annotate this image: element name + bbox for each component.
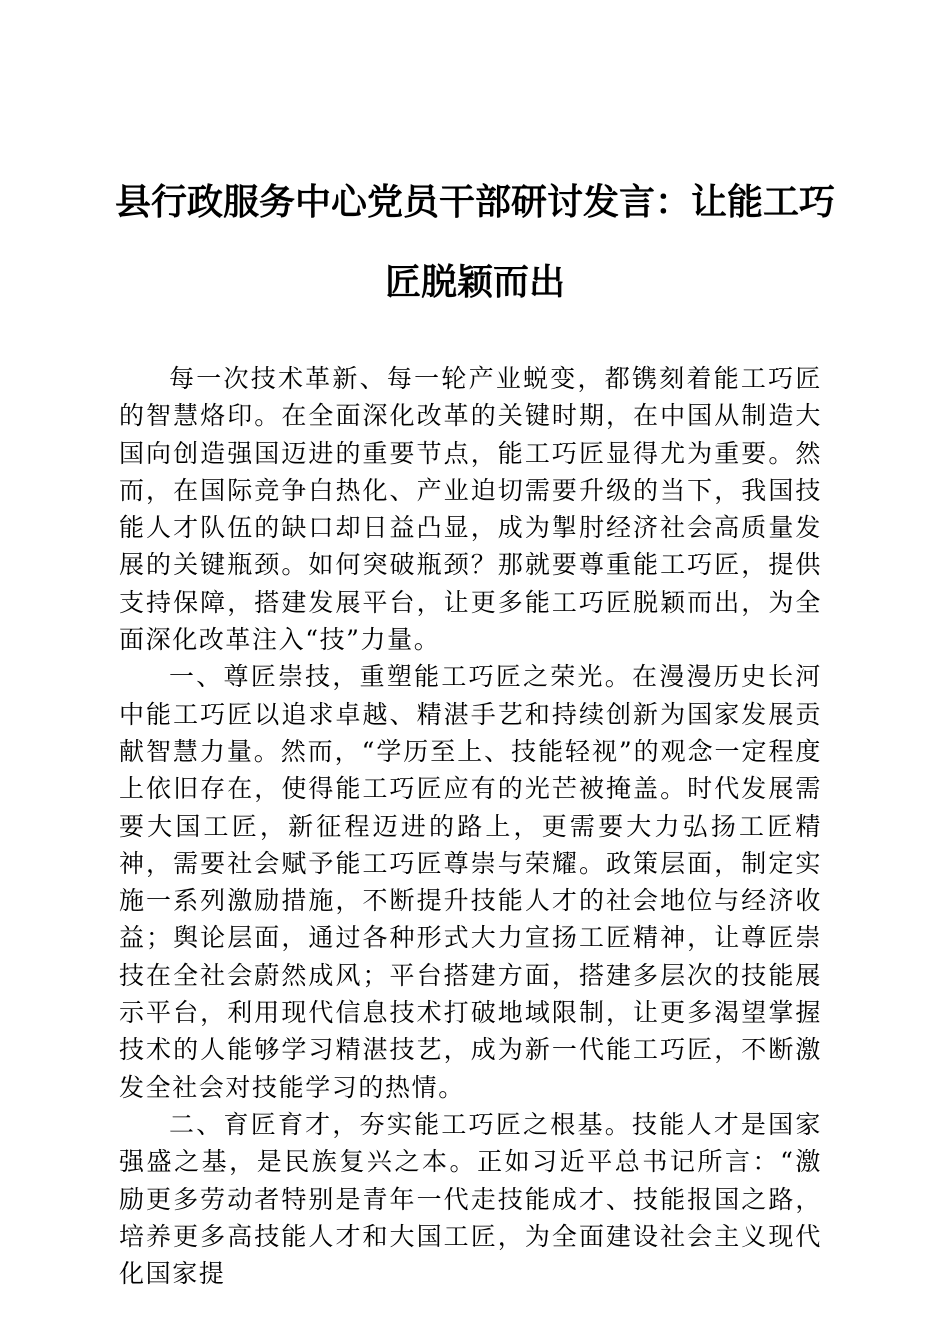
paragraph-section-1: 一、尊匠崇技，重塑能工巧匠之荣光。在漫漫历史长河中能工巧匠以追求卓越、精湛手艺和持续创新为国家发展贡献智慧力量。然而，“学历至上、技能轻视”的观念一定程度上依旧存在，使得能工巧匠应有的光芒被掩盖。时代发展需要大国工匠，新征程迈进的路上，更需要大力弘扬工匠精神，需要社会赋予能工巧匠尊崇与荣耀。政策层面，制定实施一系列激励措施，不断提升技能人才的社会地位与经济收益；舆论层面，通过各种形式大力宣扬工匠精神，让尊匠崇技在全社会蔚然成风；平台搭建方面，搭建多层次的技能展示平台，利用现代信息技术打破地域限制，让更多渴望掌握技术的人能够学习精湛技艺，成为新一代能工巧匠，不断激发全社会对技能学习的热情。 <box>119 662 822 1102</box>
document-title: 县行政服务中心党员干部研讨发言：让能工巧匠脱颖而出 <box>114 182 835 303</box>
document-body <box>119 360 822 1292</box>
paragraph-intro: 每一次技术革新、每一轮产业蜕变，都镌刻着能工巧匠的智慧烙印。在全面深化改革的关键时期，在中国从制造大国向创造强国迈进的重要节点，能工巧匠显得尤为重要。然而，在国际竞争白热化、产业迫切需要升级的当下，我国技能人才队伍的缺口却日益凸显，成为掣肘经济社会高质量发展的关键瓶颈。如何突破瓶颈？那就要尊重能工巧匠，提供支持保障，搭建发展平台，让更多能工巧匠脱颖而出，为全面深化改革注入“技”力量。 <box>119 364 822 655</box>
paragraph-section-2: 二、育匠育才，夯实能工巧匠之根基。技能人才是国家强盛之基，是民族复兴之本。正如习近平总书记所言：“激励更多劳动者特别是青年一代走技能成才、技能报国之路，培养更多高技能人才和大国工匠，为全面建设社会主义现代化国家提 <box>119 1109 822 1289</box>
